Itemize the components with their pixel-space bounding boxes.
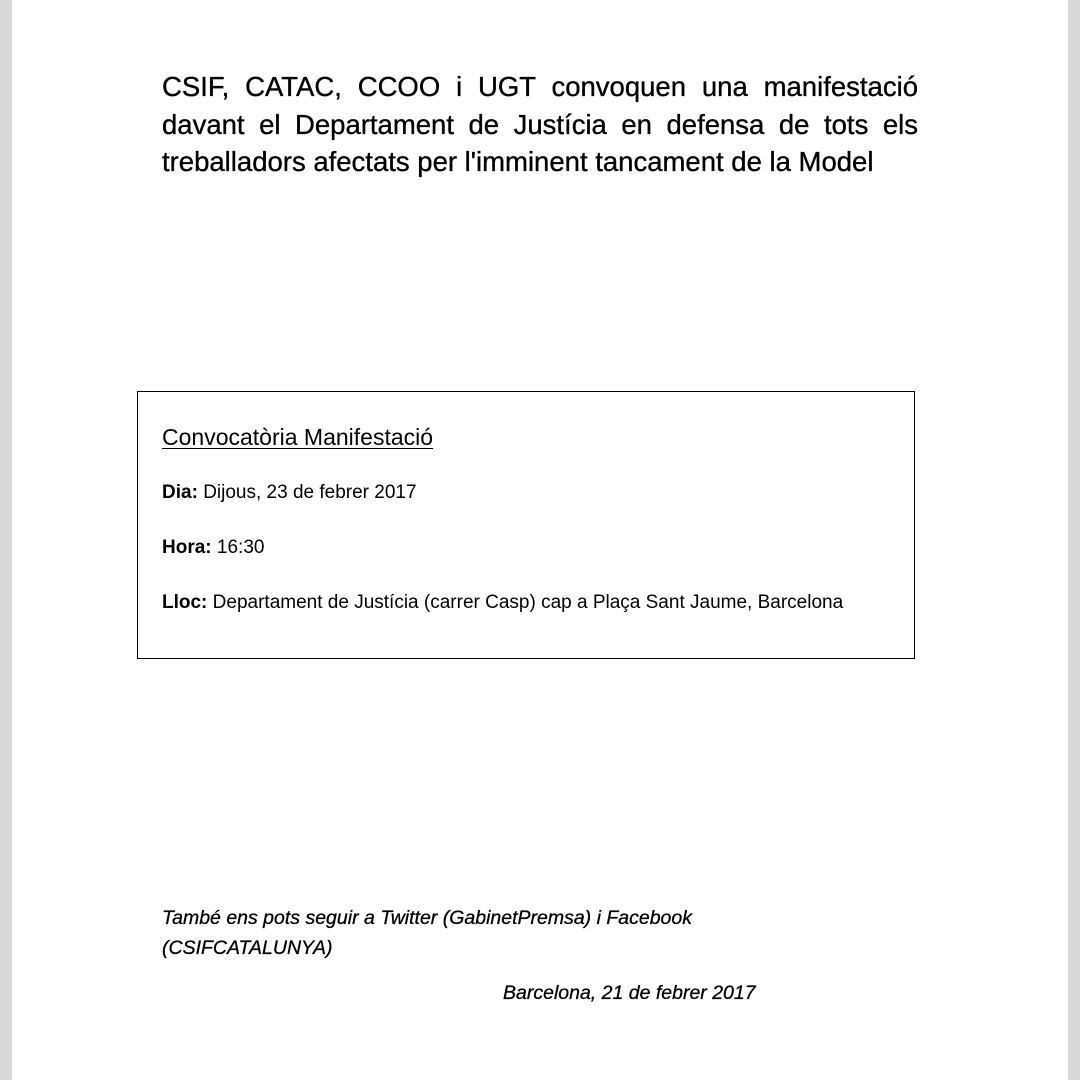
date-label: Dia: <box>162 482 204 503</box>
location-row <box>162 584 862 621</box>
date-value: Dijous, 23 de febrer 2017 <box>203 482 417 503</box>
location-label: Lloc: <box>162 592 213 613</box>
social-follow-note: També ens pots seguir a Twitter (GabinetPremsa) i Facebook (CSIFCATALUNYA) <box>162 907 692 959</box>
document-page <box>12 0 1068 1080</box>
press-release-headline: CSIF, CATAC, CCOO i UGT convoquen una manifestació davant el Departament de Justícia en defensa de tots els treballadors afectats per l'imminent tancament de la Model <box>162 71 918 177</box>
date-row <box>162 474 862 511</box>
time-label: Hora: <box>162 537 217 558</box>
convocation-info-box <box>137 391 915 659</box>
time-row <box>162 529 862 566</box>
convocation-title: Convocatòria Manifestació <box>162 424 434 450</box>
location-value: Departament de Justícia (carrer Casp) cap a Plaça Sant Jaume, Barcelona <box>212 592 844 613</box>
place-date-line: Barcelona, 21 de febrer 2017 <box>503 982 756 1004</box>
time-value: 16:30 <box>216 537 265 558</box>
